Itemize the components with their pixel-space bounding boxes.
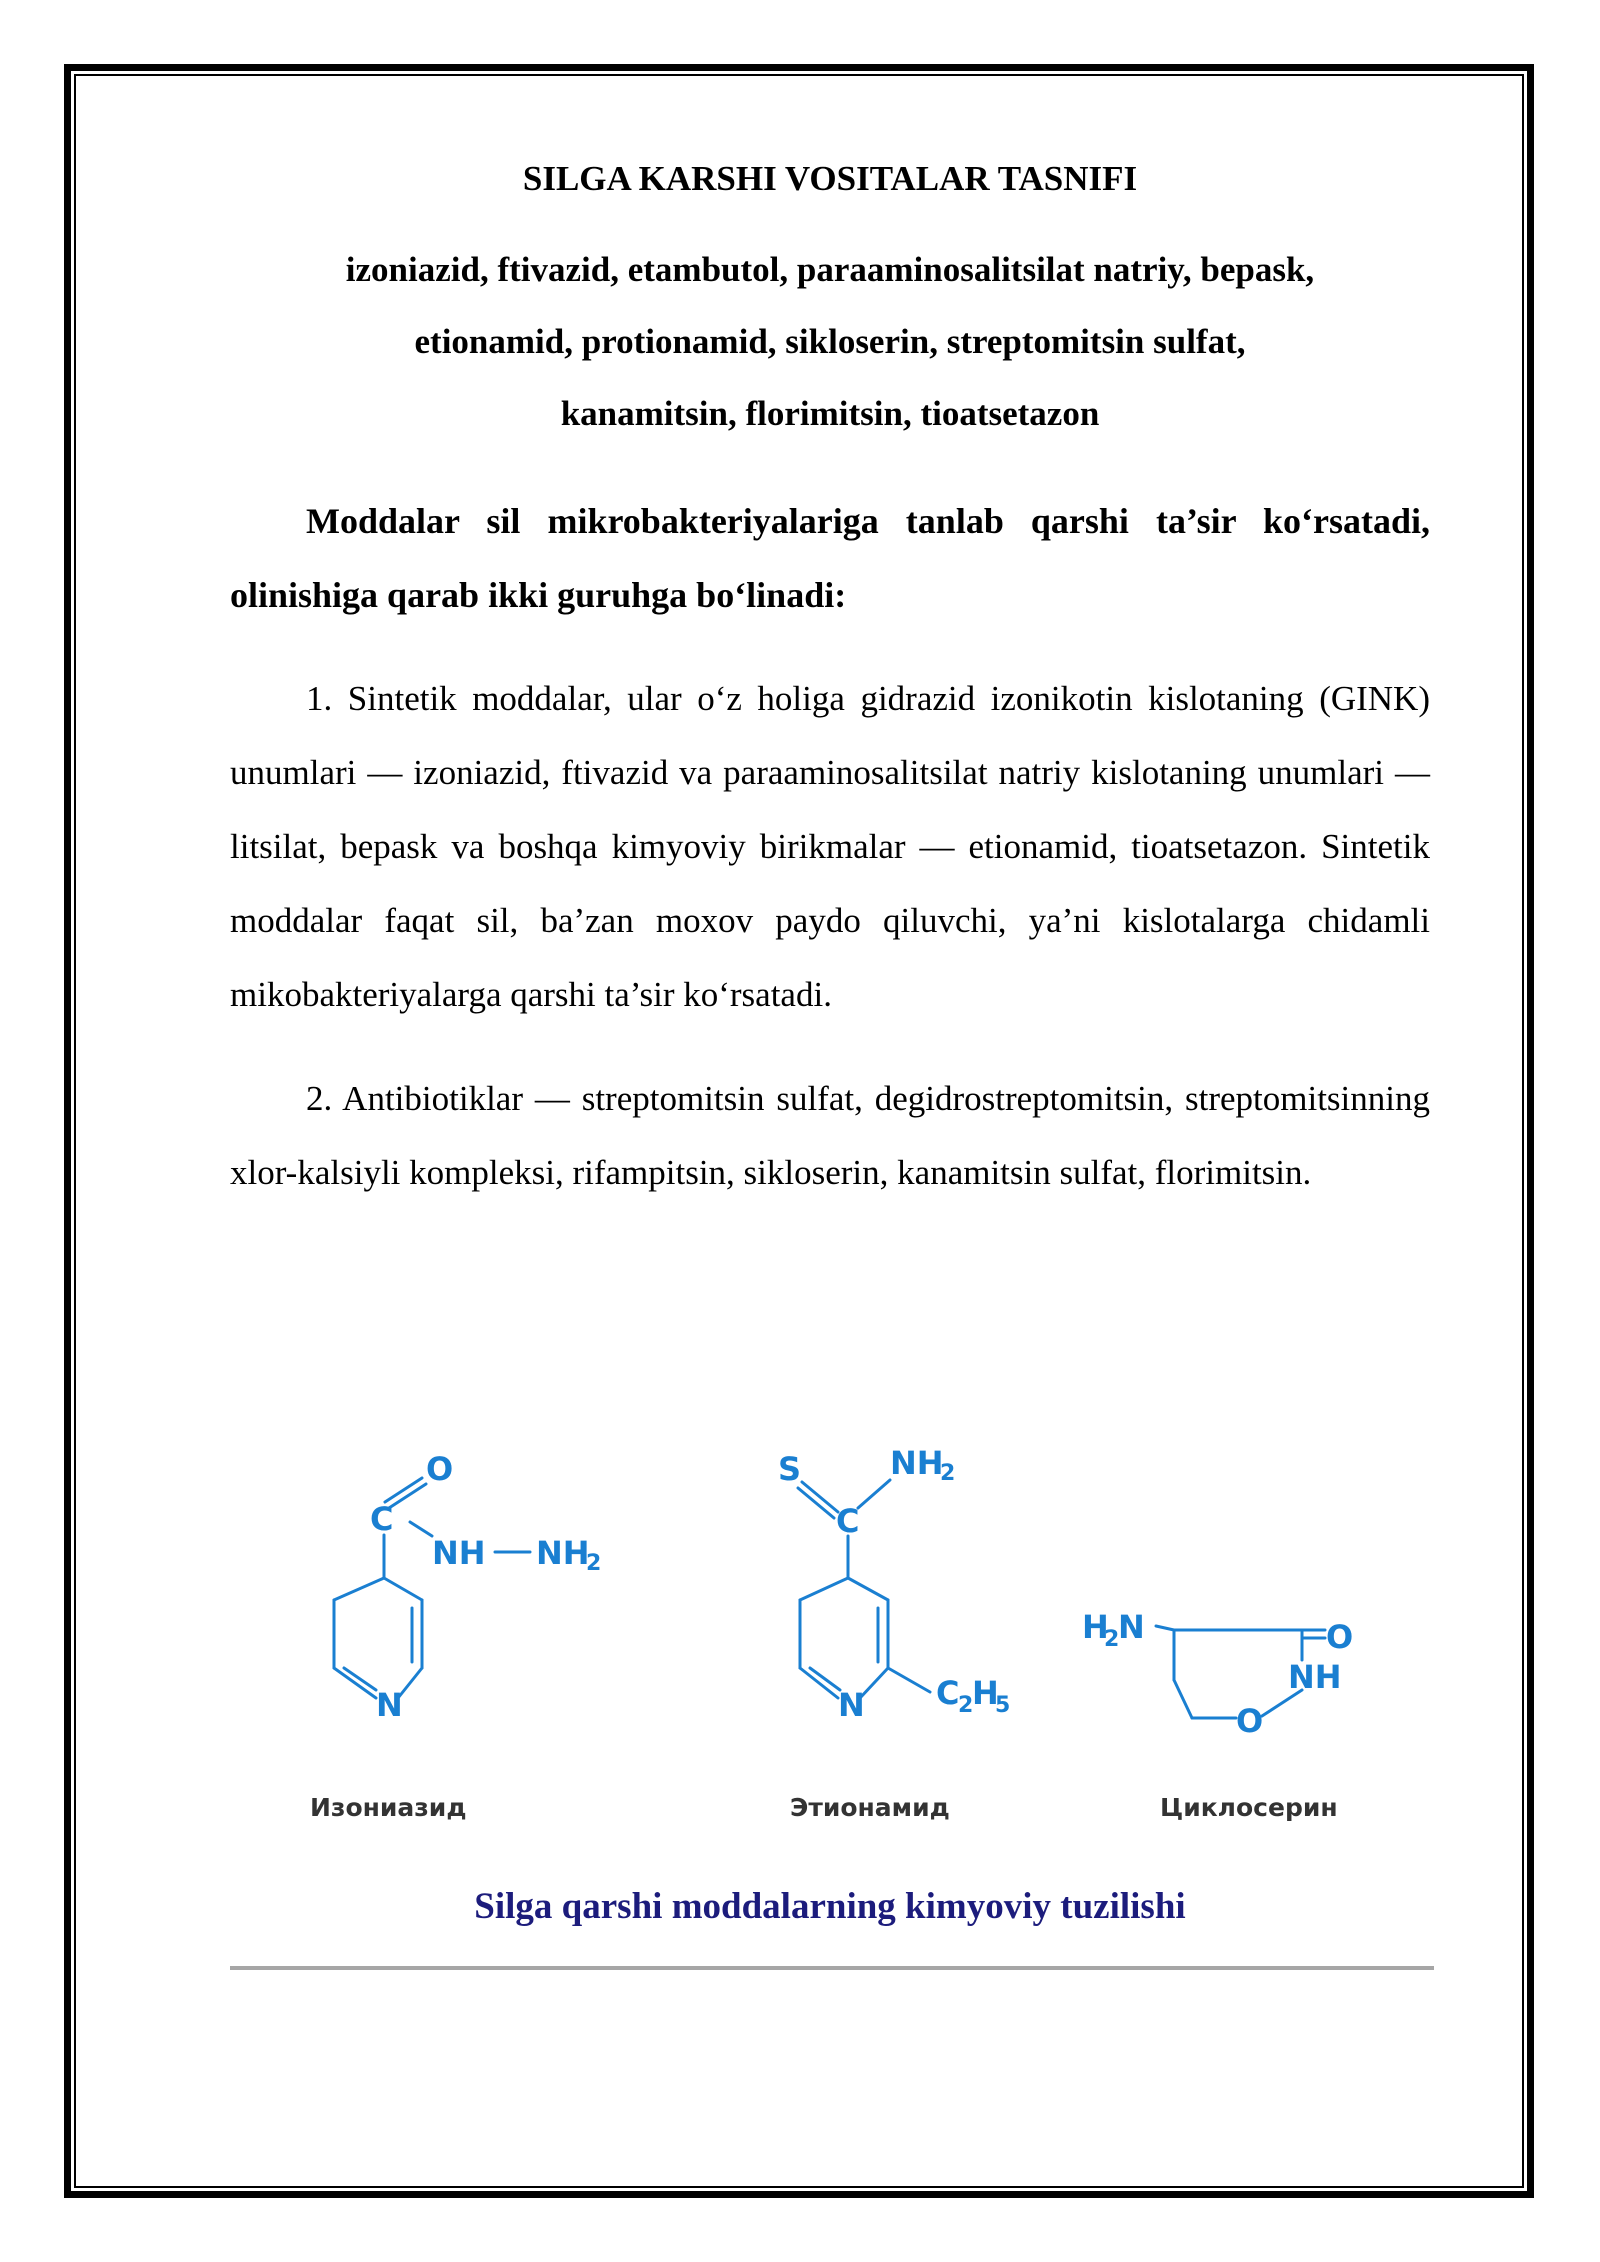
cycloserine-name: Циклосерин	[1160, 1793, 1338, 1822]
chemical-structures-figure	[310, 1440, 1360, 1840]
cycloserine-atom-o-carbonyl: O	[1326, 1618, 1354, 1656]
isoniazid-atom-nh2-sub: 2	[586, 1551, 602, 1576]
ethionamide-structure	[798, 1480, 930, 1698]
isoniazid-atom-n: N	[376, 1686, 403, 1724]
ethionamide-atom-c: C	[836, 1502, 860, 1540]
ethionamide-labels	[778, 1444, 1010, 1724]
document-title: SILGA KARSHI VOSITALAR TASNIFI	[522, 159, 1138, 198]
drug-list	[230, 234, 1430, 450]
ethionamide-atom-ethyl-h: H	[972, 1674, 999, 1712]
isoniazid-structure	[334, 1478, 530, 1698]
paragraph-antibiotics: 2. Antibiotiklar — streptomitsin sulfat, degidrostreptomitsin, streptomitsinning xlor-kalsiyli kompleksi, rifampitsin, sikloserin, kanamitsin sulfat, florimitsin.	[230, 1079, 1430, 1192]
chemical-structures-svg	[310, 1440, 1360, 1840]
cycloserine-atom-h2-sub: 2	[1104, 1627, 1120, 1652]
intro-paragraph: Moddalar sil mikrobakteriyalariga tanlab qarshi ta’sir ko‘rsatadi, olinishiga qarab ikki guruhga bo‘linadi:	[230, 501, 1430, 615]
ethionamide-atom-nh2: NH	[890, 1444, 944, 1482]
isoniazid-atom-nh2: NH	[536, 1534, 590, 1572]
isoniazid-atom-nh: NH	[432, 1534, 486, 1572]
ethionamide-atom-ethyl-c-sub: 2	[958, 1693, 974, 1718]
ethionamide-atom-s: S	[778, 1450, 802, 1488]
isoniazid-labels	[370, 1450, 601, 1724]
ethionamide-name: Этионамид	[790, 1793, 950, 1822]
ethionamide-atom-ethyl-h-sub: 5	[995, 1693, 1011, 1718]
ethionamide-atom-n: N	[838, 1686, 865, 1724]
document-body	[230, 150, 1430, 1210]
ethionamide-atom-nh2-sub: 2	[940, 1461, 956, 1486]
cycloserine-atom-h: H	[1082, 1608, 1109, 1646]
isoniazid-atom-c: C	[370, 1500, 394, 1538]
isoniazid-name: Изониазид	[310, 1793, 467, 1822]
cycloserine-atom-n: N	[1118, 1608, 1145, 1646]
cycloserine-atom-o-ring: O	[1236, 1702, 1264, 1740]
isoniazid-atom-o: O	[426, 1450, 454, 1488]
horizontal-rule	[230, 1966, 1434, 1970]
paragraph-synthetic: 1. Sintetik moddalar, ular o‘z holiga gidrazid izonikotin kislotaning (GINK) unumlari — izoniazid, ftivazid va paraaminosalitsilat natriy kislotaning unumlari —litsilat, bepask va boshqa kimyoviy birikmalar — etionamid, tioatsetazon. Sintetik moddalar faqat sil, ba’zan moxov paydo qiluvchi, ya’ni kislotalarga chidamli mikobakteriyalarga qarshi ta’sir ko‘rsatadi.	[230, 679, 1430, 1014]
ethionamide-atom-ethyl-c: C	[936, 1674, 960, 1712]
drug-list-line: kanamitsin, florimitsin, tioatsetazon	[560, 394, 1100, 433]
cycloserine-labels	[1082, 1608, 1353, 1740]
figure-caption: Silga qarshi moddalarning kimyoviy tuzilishi	[474, 1886, 1186, 1927]
drug-list-line: izoniazid, ftivazid, etambutol, paraaminosalitsilat natriy, bepask,	[345, 250, 1315, 289]
cycloserine-atom-nh: NH	[1288, 1658, 1342, 1696]
drug-list-line: etionamid, protionamid, sikloserin, streptomitsin sulfat,	[414, 322, 1246, 361]
